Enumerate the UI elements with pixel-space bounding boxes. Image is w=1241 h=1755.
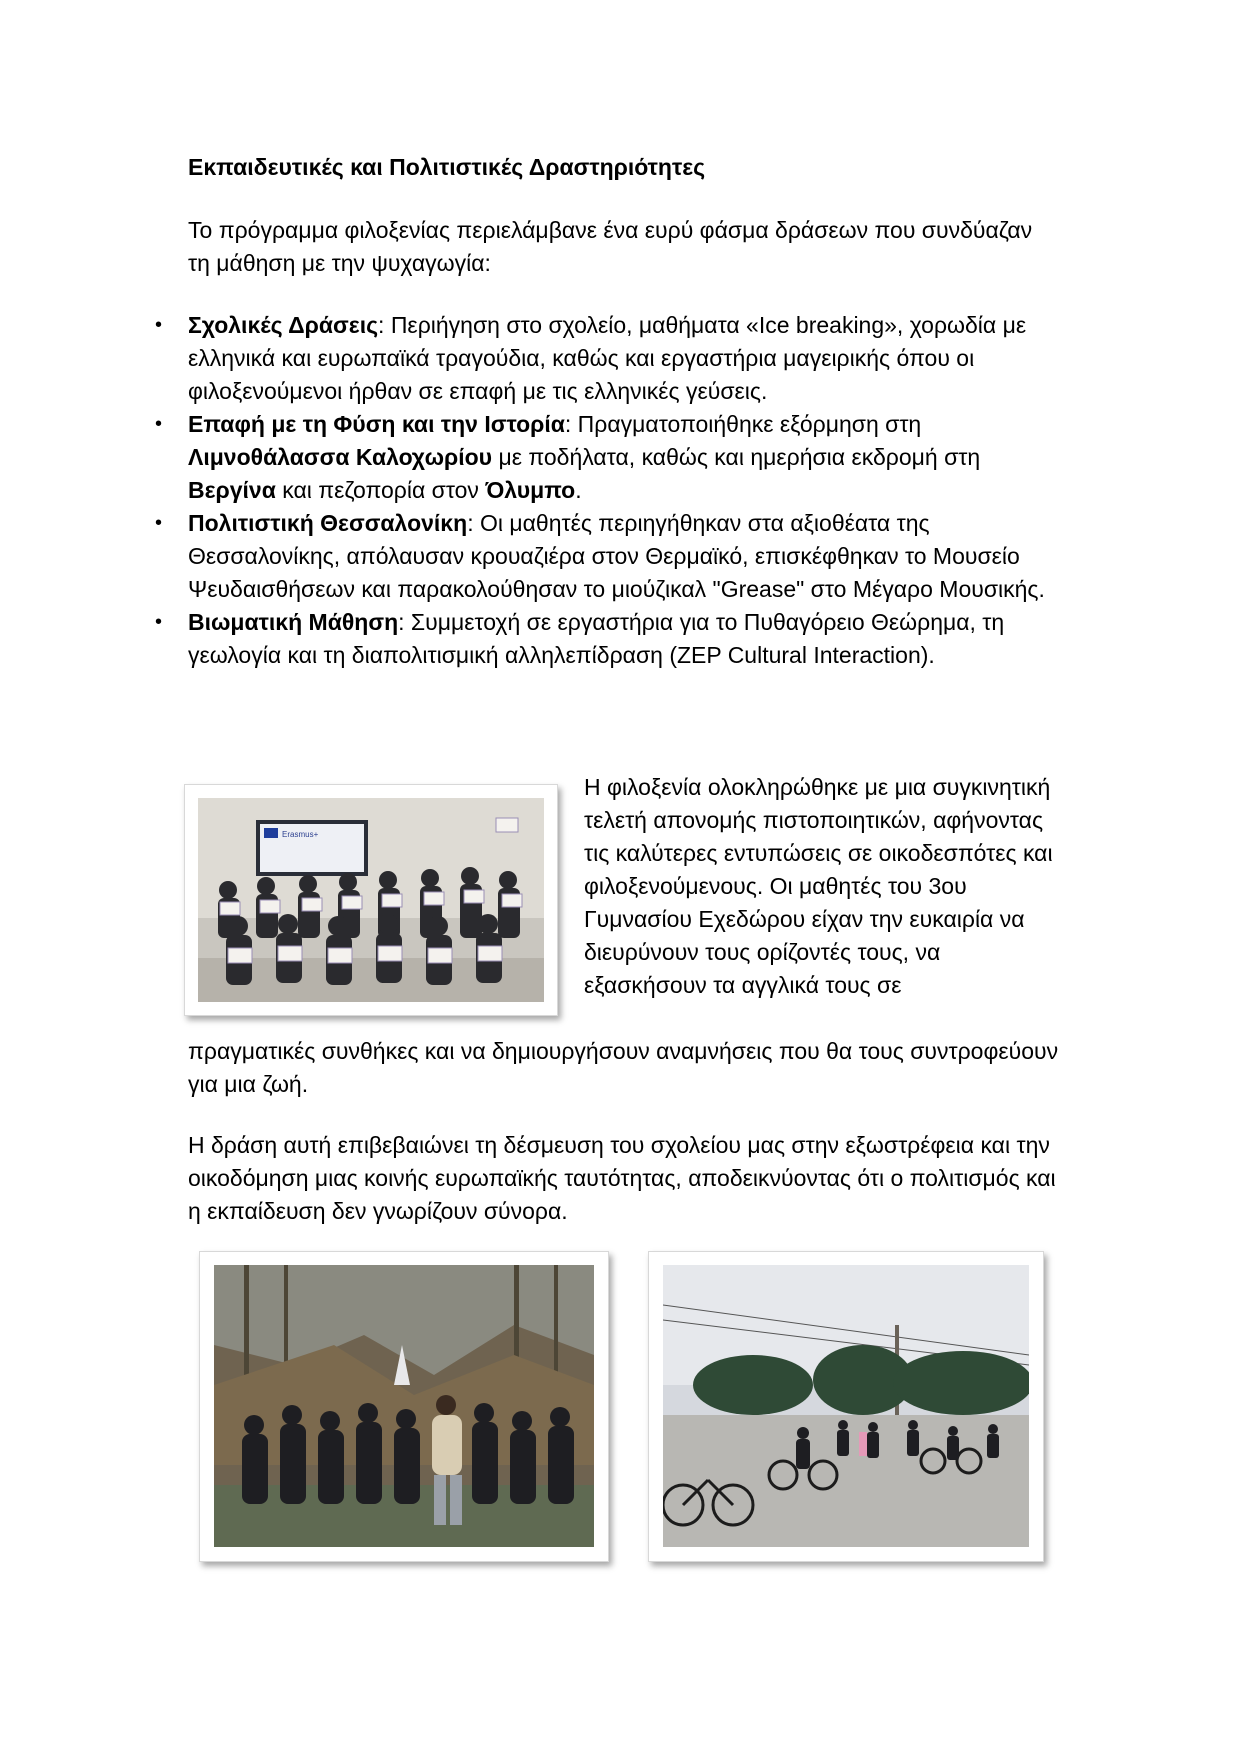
list-item-text: και πεζοπορία στον	[275, 477, 486, 503]
activity-list	[188, 309, 1068, 672]
list-item-title: Πολιτιστική Θεσσαλονίκη	[188, 510, 468, 536]
list-item	[188, 507, 1068, 606]
section-heading: Εκπαιδευτικές και Πολιτιστικές Δραστηριότητες	[188, 154, 706, 180]
place-name: Όλυμπο	[485, 477, 576, 503]
certificate-ceremony-photo	[184, 784, 558, 1016]
list-item-text: : Πραγματοποιήθηκε εξόρμηση στη	[564, 411, 922, 437]
list-item-title: Επαφή με τη Φύση και την Ιστορία	[188, 411, 565, 437]
place-name: Λιμνοθάλασσα Καλοχωρίου	[188, 444, 493, 470]
list-item-title: Βιωματική Μάθηση	[188, 609, 399, 635]
list-item	[188, 408, 1068, 507]
closing-ceremony-paragraph-continued: πραγματικές συνθήκες και να δημιουργήσουν αναμνήσεις που θα τους συντροφεύουν για μια ζωή.	[188, 1038, 1059, 1097]
list-item-text: με ποδήλατα, καθώς και ημερήσια εκδρομή στη	[492, 444, 981, 470]
list-item-title: Σχολικές Δράσεις	[188, 312, 379, 338]
place-name: Βεργίνα	[188, 477, 276, 503]
screen-text: Erasmus+	[282, 830, 319, 839]
intro-paragraph: Το πρόγραμμα φιλοξενίας περιελάμβανε ένα ευρύ φάσμα δράσεων που συνδύαζαν τη μάθηση με την ψυχαγωγία:	[188, 217, 1033, 276]
list-item-text: .	[575, 477, 582, 503]
forest-hike-photo	[199, 1251, 609, 1562]
closing-ceremony-paragraph: Η φιλοξενία ολοκληρώθηκε με μια συγκινητική τελετή απονομής πιστοποιητικών, αφήνοντας τις καλύτερες εντυπώσεις σε οικοδεσπότες και φιλοξενούμενους. Οι μαθητές του 3ου Γυμνασίου Εχεδώρου είχαν την ευκαιρία να διευρύνουν τους ορίζοντές τους, να εξασκήσουν τα αγγλικά τους σε	[584, 774, 1053, 998]
list-item	[188, 309, 1068, 408]
bike-trip-photo	[648, 1251, 1044, 1562]
list-item-text: : Οι μαθητές περιηγήθηκαν στα αξιοθέατα της Θεσσαλονίκης, απόλαυσαν κρουαζιέρα στον Θερμαϊκό, επισκέφθηκαν το Μουσείο Ψευδαισθήσεων και παρακολούθησαν το μιούζικαλ "Grease" στο Μέγαρο Μουσικής.	[188, 510, 1045, 602]
closing-paragraph: Η δράση αυτή επιβεβαιώνει τη δέσμευση του σχολείου μας στην εξωστρέφεια και την οικοδόμηση μιας κοινής ευρωπαϊκής ταυτότητας, αποδεικνύοντας ότι ο πολιτισμός και η εκπαίδευση δεν γνωρίζουν σύνορα.	[188, 1132, 1056, 1224]
list-item	[188, 606, 1068, 672]
list-item-text: : Συμμετοχή σε εργαστήρια για το Πυθαγόρειο Θεώρημα, τη γεωλογία και τη διαπολιτισμική αλληλεπίδραση (ZEP Cultural Interaction).	[188, 609, 1005, 668]
list-item-text: : Περιήγηση στο σχολείο, μαθήματα «Ice breaking», χορωδία με ελληνικά και ευρωπαϊκά τραγούδια, καθώς και εργαστήρια μαγειρικής όπου οι φιλοξενούμενοι ήρθαν σε επαφή με τις ελληνικές γεύσεις.	[188, 312, 1027, 404]
